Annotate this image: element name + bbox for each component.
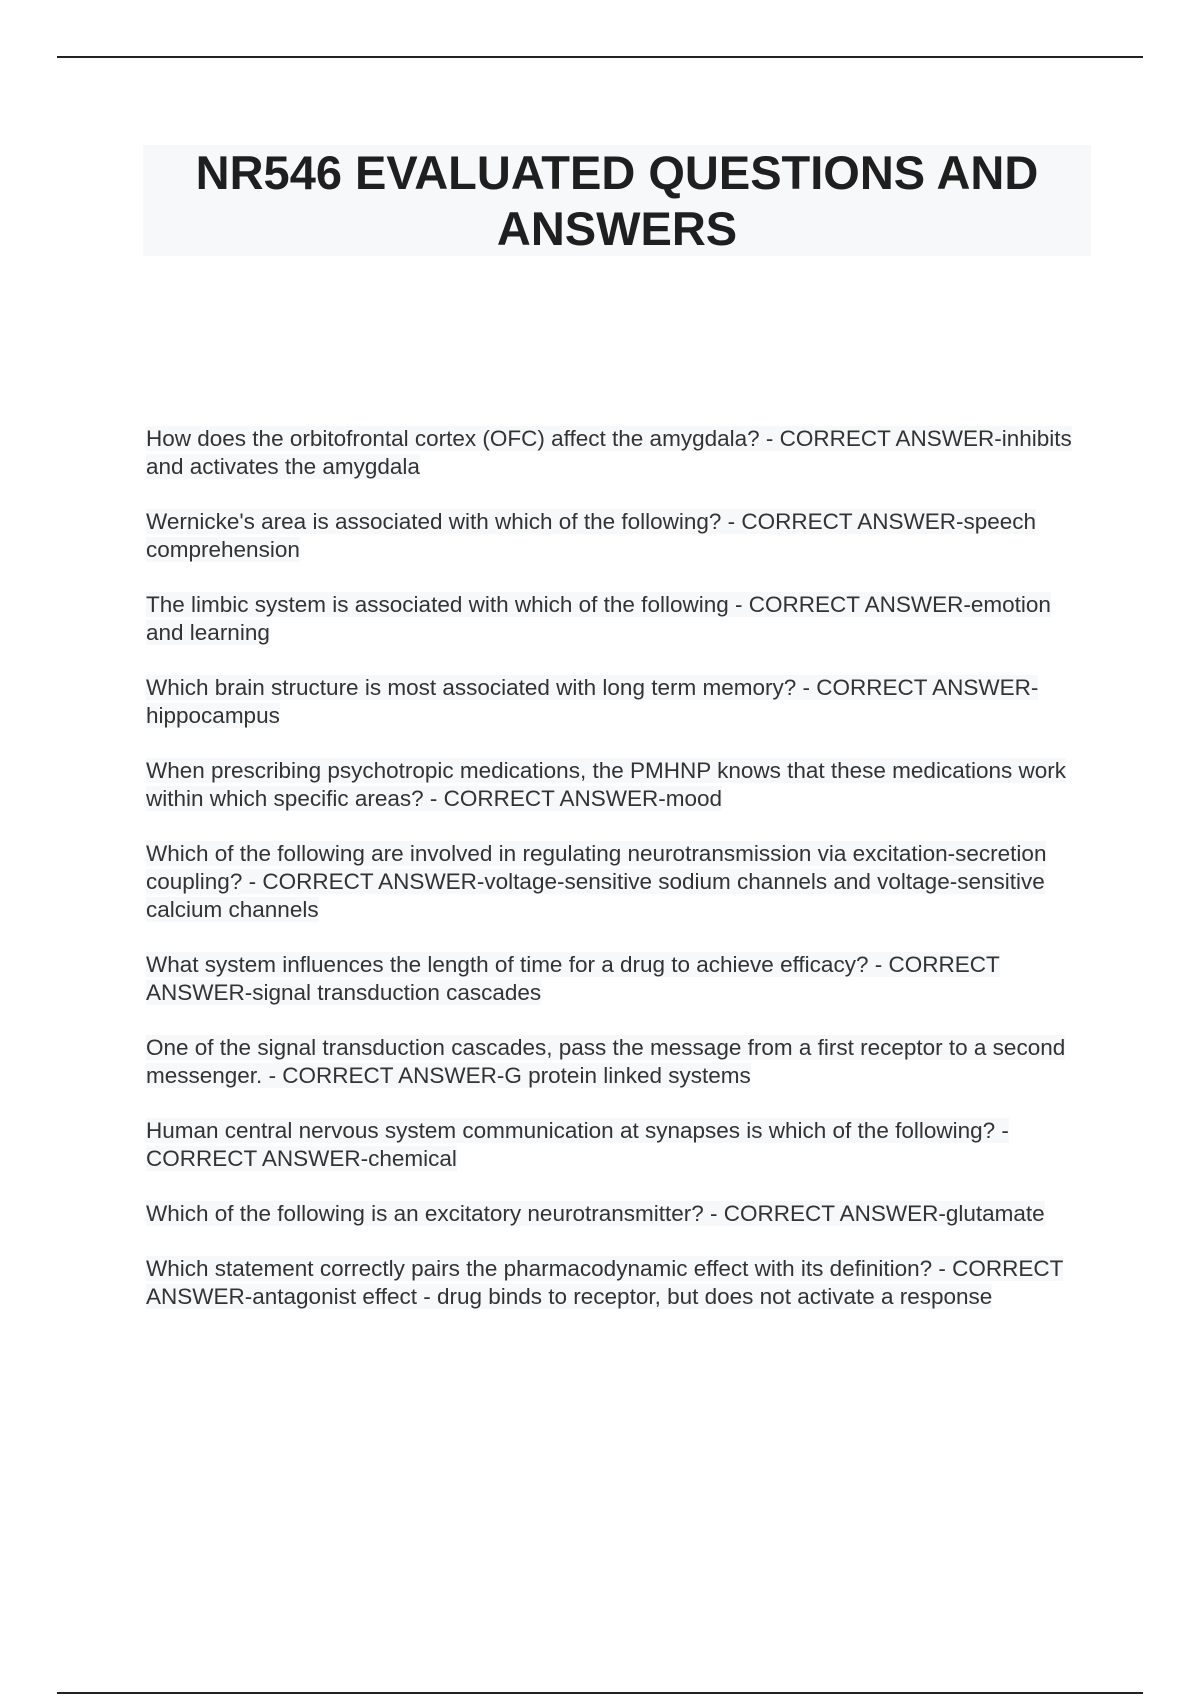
- qa-text: Wernicke's area is associated with which of the following? - CORRECT ANSWER-speech comprehension: [146, 509, 1037, 562]
- title-banner: [143, 145, 1091, 256]
- qa-text: Which of the following is an excitatory neurotransmitter? - CORRECT ANSWER-glutamate: [146, 1201, 1045, 1226]
- question-answer-list: [146, 425, 1081, 1338]
- qa-item: [146, 1034, 1081, 1090]
- qa-text: Which statement correctly pairs the pharmacodynamic effect with its definition? - CORRECT ANSWER-antagonist effect - drug binds to receptor, but does not activate a response: [146, 1256, 1064, 1309]
- qa-item: [146, 1117, 1081, 1173]
- qa-item: [146, 591, 1081, 647]
- qa-text: One of the signal transduction cascades, pass the message from a first receptor to a second messenger. - CORRECT ANSWER-G protein linked systems: [146, 1035, 1066, 1088]
- bottom-divider: [57, 1692, 1143, 1694]
- qa-text: Human central nervous system communication at synapses is which of the following? - CORRECT ANSWER-chemical: [146, 1118, 1009, 1171]
- qa-text: The limbic system is associated with which of the following - CORRECT ANSWER-emotion and learning: [146, 592, 1051, 645]
- qa-item: [146, 508, 1081, 564]
- qa-item: [146, 840, 1081, 924]
- qa-text: What system influences the length of time for a drug to achieve efficacy? - CORRECT ANSWER-signal transduction cascades: [146, 952, 1000, 1005]
- qa-item: [146, 1255, 1081, 1311]
- qa-item: [146, 951, 1081, 1007]
- document-title: NR546 EVALUATED QUESTIONS AND ANSWERS: [195, 145, 1039, 255]
- qa-item: [146, 1200, 1081, 1228]
- qa-item: [146, 674, 1081, 730]
- top-divider: [57, 56, 1143, 58]
- qa-text: When prescribing psychotropic medications, the PMHNP knows that these medications work within which specific areas? - CORRECT ANSWER-mood: [146, 758, 1066, 811]
- qa-item: [146, 425, 1081, 481]
- qa-item: [146, 757, 1081, 813]
- qa-text: Which of the following are involved in regulating neurotransmission via excitation-secretion coupling? - CORRECT ANSWER-voltage-sensitive sodium channels and voltage-sensitive calcium channels: [146, 841, 1047, 922]
- qa-text: How does the orbitofrontal cortex (OFC) affect the amygdala? - CORRECT ANSWER-inhibits and activates the amygdala: [146, 426, 1072, 479]
- qa-text: Which brain structure is most associated with long term memory? - CORRECT ANSWER-hippocampus: [146, 675, 1039, 728]
